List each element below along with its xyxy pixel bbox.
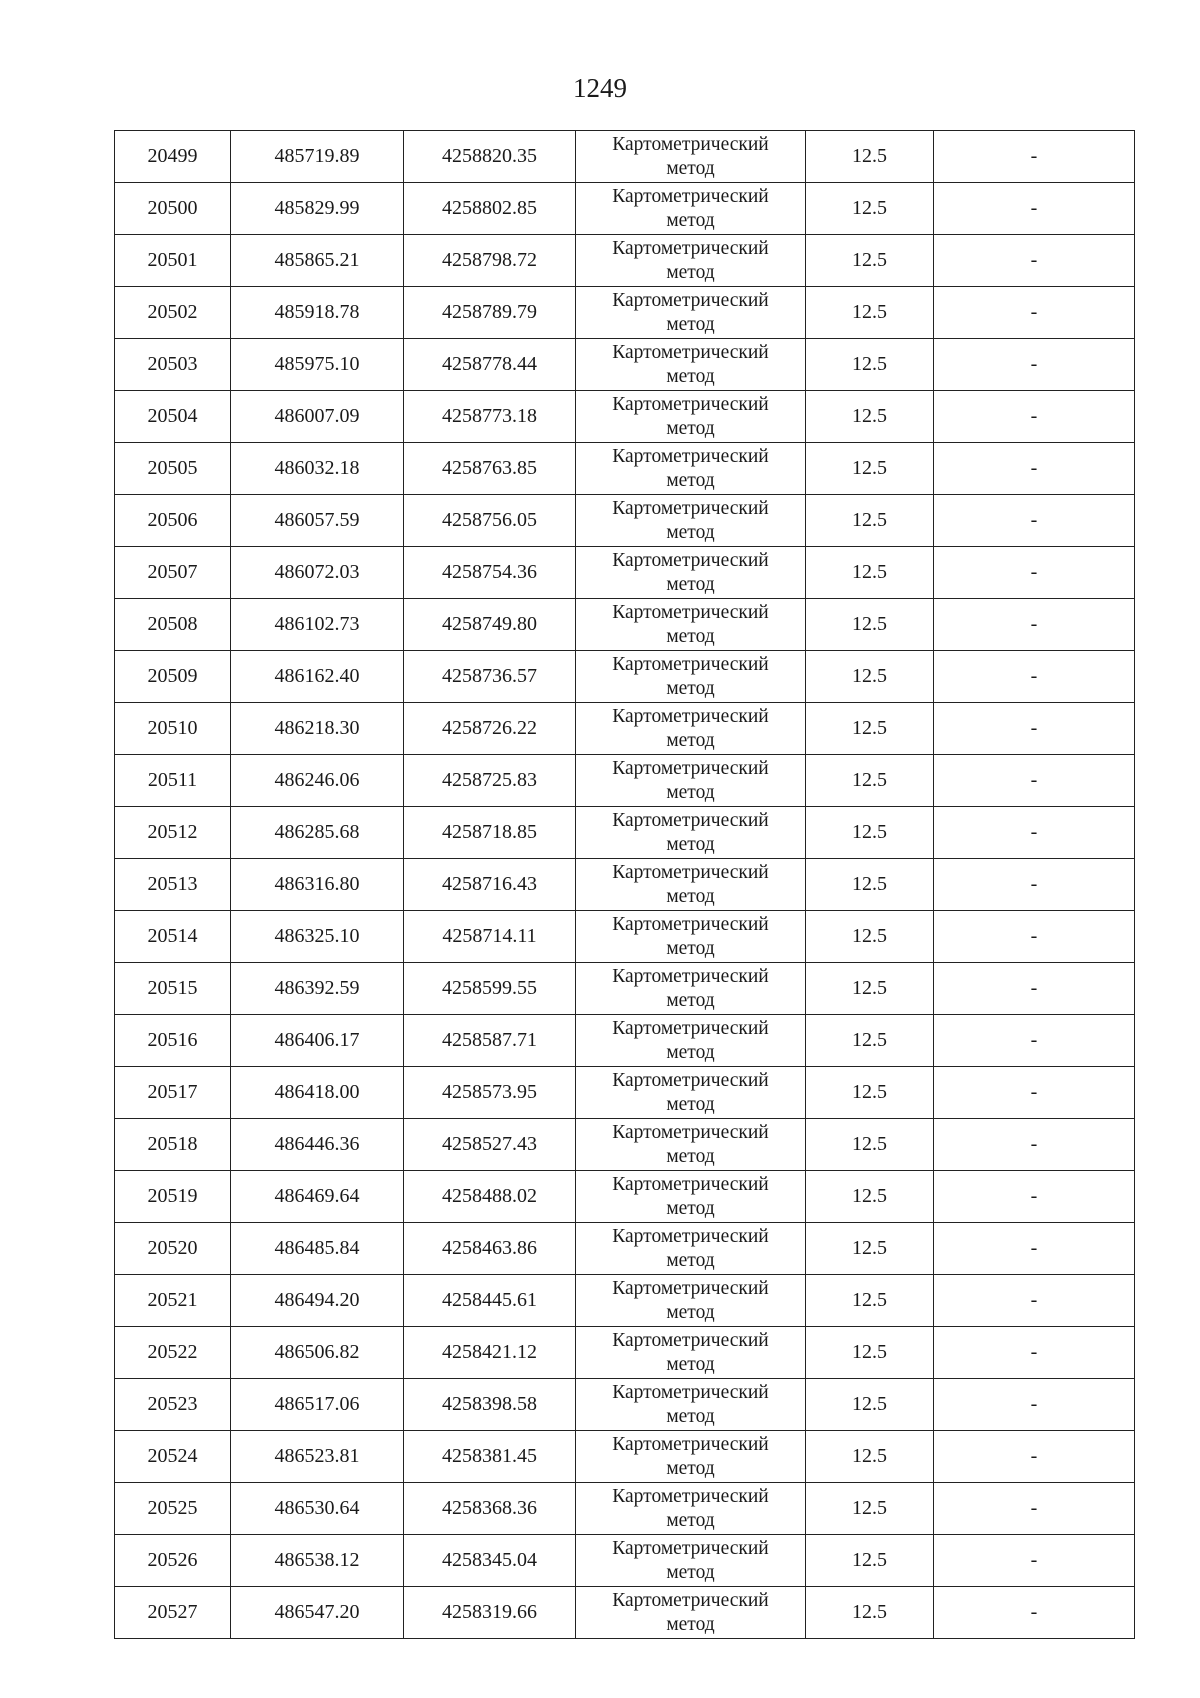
note-cell: -	[934, 391, 1135, 443]
y-coordinate-cell: 4258802.85	[404, 183, 576, 235]
method-line-1: Картометрический	[612, 1069, 769, 1091]
point-id-cell: 20522	[115, 1327, 231, 1379]
note-cell: -	[934, 339, 1135, 391]
table-row	[115, 1119, 1135, 1171]
method-line-2: метод	[666, 937, 715, 959]
note-cell: -	[934, 443, 1135, 495]
method-cell	[576, 1431, 806, 1483]
method-cell	[576, 911, 806, 963]
y-coordinate-cell: 4258573.95	[404, 1067, 576, 1119]
table-row	[115, 1171, 1135, 1223]
method-cell	[576, 1015, 806, 1067]
accuracy-cell: 12.5	[806, 807, 934, 859]
point-id-cell: 20503	[115, 339, 231, 391]
table-row	[115, 235, 1135, 287]
method-line-1: Картометрический	[612, 1381, 769, 1403]
x-coordinate-cell: 486446.36	[231, 1119, 404, 1171]
accuracy-cell: 12.5	[806, 963, 934, 1015]
point-id-cell: 20526	[115, 1535, 231, 1587]
x-coordinate-cell: 486102.73	[231, 599, 404, 651]
y-coordinate-cell: 4258714.11	[404, 911, 576, 963]
y-coordinate-cell: 4258725.83	[404, 755, 576, 807]
table-row	[115, 1535, 1135, 1587]
y-coordinate-cell: 4258488.02	[404, 1171, 576, 1223]
accuracy-cell: 12.5	[806, 755, 934, 807]
point-id-cell: 20511	[115, 755, 231, 807]
x-coordinate-cell: 486072.03	[231, 547, 404, 599]
note-cell: -	[934, 235, 1135, 287]
accuracy-cell: 12.5	[806, 339, 934, 391]
y-coordinate-cell: 4258398.58	[404, 1379, 576, 1431]
method-cell	[576, 703, 806, 755]
note-cell: -	[934, 1327, 1135, 1379]
method-cell	[576, 807, 806, 859]
x-coordinate-cell: 486530.64	[231, 1483, 404, 1535]
method-cell	[576, 1327, 806, 1379]
method-line-1: Картометрический	[612, 861, 769, 883]
method-line-2: метод	[666, 417, 715, 439]
method-cell	[576, 287, 806, 339]
method-line-1: Картометрический	[612, 341, 769, 363]
method-line-1: Картометрический	[612, 601, 769, 623]
point-id-cell: 20505	[115, 443, 231, 495]
table-row	[115, 391, 1135, 443]
method-line-2: метод	[666, 1353, 715, 1375]
table-row	[115, 1275, 1135, 1327]
method-cell	[576, 1223, 806, 1275]
method-line-2: метод	[666, 1509, 715, 1531]
note-cell: -	[934, 1223, 1135, 1275]
accuracy-cell: 12.5	[806, 1223, 934, 1275]
method-line-2: метод	[666, 833, 715, 855]
point-id-cell: 20502	[115, 287, 231, 339]
note-cell: -	[934, 651, 1135, 703]
method-line-2: метод	[666, 1093, 715, 1115]
table-row	[115, 651, 1135, 703]
method-cell	[576, 651, 806, 703]
method-line-1: Картометрический	[612, 1433, 769, 1455]
note-cell: -	[934, 1483, 1135, 1535]
method-cell	[576, 391, 806, 443]
method-line-2: метод	[666, 313, 715, 335]
point-id-cell: 20521	[115, 1275, 231, 1327]
y-coordinate-cell: 4258756.05	[404, 495, 576, 547]
method-line-1: Картометрический	[612, 237, 769, 259]
table-row	[115, 1015, 1135, 1067]
method-cell	[576, 1483, 806, 1535]
table-row	[115, 547, 1135, 599]
y-coordinate-cell: 4258599.55	[404, 963, 576, 1015]
accuracy-cell: 12.5	[806, 235, 934, 287]
method-line-1: Картометрический	[612, 133, 769, 155]
x-coordinate-cell: 486032.18	[231, 443, 404, 495]
method-cell	[576, 235, 806, 287]
method-cell	[576, 599, 806, 651]
y-coordinate-cell: 4258368.36	[404, 1483, 576, 1535]
method-line-2: метод	[666, 1561, 715, 1583]
method-line-2: метод	[666, 1145, 715, 1167]
table-body	[115, 131, 1135, 1639]
point-id-cell: 20510	[115, 703, 231, 755]
x-coordinate-cell: 486392.59	[231, 963, 404, 1015]
method-line-1: Картометрический	[612, 653, 769, 675]
method-cell	[576, 339, 806, 391]
table-row	[115, 859, 1135, 911]
accuracy-cell: 12.5	[806, 1171, 934, 1223]
accuracy-cell: 12.5	[806, 1483, 934, 1535]
accuracy-cell: 12.5	[806, 1015, 934, 1067]
y-coordinate-cell: 4258718.85	[404, 807, 576, 859]
method-line-2: метод	[666, 365, 715, 387]
method-line-2: метод	[666, 729, 715, 751]
table-row	[115, 1067, 1135, 1119]
method-line-2: метод	[666, 1405, 715, 1427]
accuracy-cell: 12.5	[806, 183, 934, 235]
note-cell: -	[934, 1379, 1135, 1431]
method-cell	[576, 1379, 806, 1431]
method-cell	[576, 131, 806, 183]
x-coordinate-cell: 485829.99	[231, 183, 404, 235]
table-row	[115, 131, 1135, 183]
accuracy-cell: 12.5	[806, 1431, 934, 1483]
x-coordinate-cell: 486494.20	[231, 1275, 404, 1327]
x-coordinate-cell: 486007.09	[231, 391, 404, 443]
y-coordinate-cell: 4258345.04	[404, 1535, 576, 1587]
method-line-2: метод	[666, 1457, 715, 1479]
accuracy-cell: 12.5	[806, 443, 934, 495]
accuracy-cell: 12.5	[806, 651, 934, 703]
point-id-cell: 20508	[115, 599, 231, 651]
x-coordinate-cell: 486285.68	[231, 807, 404, 859]
x-coordinate-cell: 486406.17	[231, 1015, 404, 1067]
note-cell: -	[934, 1275, 1135, 1327]
method-line-2: метод	[666, 781, 715, 803]
accuracy-cell: 12.5	[806, 391, 934, 443]
note-cell: -	[934, 1015, 1135, 1067]
method-line-1: Картометрический	[612, 705, 769, 727]
point-id-cell: 20513	[115, 859, 231, 911]
accuracy-cell: 12.5	[806, 1119, 934, 1171]
table-row	[115, 339, 1135, 391]
note-cell: -	[934, 703, 1135, 755]
point-id-cell: 20519	[115, 1171, 231, 1223]
point-id-cell: 20515	[115, 963, 231, 1015]
point-id-cell: 20512	[115, 807, 231, 859]
table-row	[115, 1431, 1135, 1483]
note-cell: -	[934, 1587, 1135, 1639]
y-coordinate-cell: 4258587.71	[404, 1015, 576, 1067]
x-coordinate-cell: 486538.12	[231, 1535, 404, 1587]
y-coordinate-cell: 4258527.43	[404, 1119, 576, 1171]
accuracy-cell: 12.5	[806, 1327, 934, 1379]
table-row	[115, 183, 1135, 235]
y-coordinate-cell: 4258778.44	[404, 339, 576, 391]
y-coordinate-cell: 4258445.61	[404, 1275, 576, 1327]
y-coordinate-cell: 4258789.79	[404, 287, 576, 339]
method-line-1: Картометрический	[612, 1017, 769, 1039]
method-line-1: Картометрический	[612, 1173, 769, 1195]
x-coordinate-cell: 485918.78	[231, 287, 404, 339]
point-id-cell: 20520	[115, 1223, 231, 1275]
x-coordinate-cell: 485865.21	[231, 235, 404, 287]
note-cell: -	[934, 183, 1135, 235]
method-cell	[576, 1535, 806, 1587]
method-line-1: Картометрический	[612, 1277, 769, 1299]
y-coordinate-cell: 4258820.35	[404, 131, 576, 183]
x-coordinate-cell: 486523.81	[231, 1431, 404, 1483]
y-coordinate-cell: 4258736.57	[404, 651, 576, 703]
method-line-2: метод	[666, 261, 715, 283]
x-coordinate-cell: 486547.20	[231, 1587, 404, 1639]
method-line-2: метод	[666, 989, 715, 1011]
accuracy-cell: 12.5	[806, 287, 934, 339]
point-id-cell: 20524	[115, 1431, 231, 1483]
method-cell	[576, 963, 806, 1015]
point-id-cell: 20499	[115, 131, 231, 183]
table-row	[115, 1327, 1135, 1379]
note-cell: -	[934, 287, 1135, 339]
table-row	[115, 755, 1135, 807]
method-line-1: Картометрический	[612, 393, 769, 415]
y-coordinate-cell: 4258749.80	[404, 599, 576, 651]
note-cell: -	[934, 755, 1135, 807]
x-coordinate-cell: 486316.80	[231, 859, 404, 911]
method-cell	[576, 183, 806, 235]
page-number: 1249	[573, 73, 627, 103]
method-cell	[576, 1119, 806, 1171]
accuracy-cell: 12.5	[806, 599, 934, 651]
table-row	[115, 1379, 1135, 1431]
x-coordinate-cell: 486162.40	[231, 651, 404, 703]
method-cell	[576, 1587, 806, 1639]
method-line-2: метод	[666, 1613, 715, 1635]
table-row	[115, 599, 1135, 651]
note-cell: -	[934, 1067, 1135, 1119]
accuracy-cell: 12.5	[806, 859, 934, 911]
point-id-cell: 20509	[115, 651, 231, 703]
accuracy-cell: 12.5	[806, 1535, 934, 1587]
accuracy-cell: 12.5	[806, 1067, 934, 1119]
point-id-cell: 20523	[115, 1379, 231, 1431]
method-line-1: Картометрический	[612, 1225, 769, 1247]
point-id-cell: 20527	[115, 1587, 231, 1639]
note-cell: -	[934, 547, 1135, 599]
method-line-2: метод	[666, 209, 715, 231]
note-cell: -	[934, 911, 1135, 963]
note-cell: -	[934, 1119, 1135, 1171]
accuracy-cell: 12.5	[806, 131, 934, 183]
method-cell	[576, 495, 806, 547]
table-row	[115, 1587, 1135, 1639]
point-id-cell: 20507	[115, 547, 231, 599]
y-coordinate-cell: 4258319.66	[404, 1587, 576, 1639]
table-row	[115, 963, 1135, 1015]
y-coordinate-cell: 4258726.22	[404, 703, 576, 755]
accuracy-cell: 12.5	[806, 1275, 934, 1327]
method-line-1: Картометрический	[612, 1329, 769, 1351]
x-coordinate-cell: 486469.64	[231, 1171, 404, 1223]
method-line-1: Картометрический	[612, 289, 769, 311]
point-id-cell: 20518	[115, 1119, 231, 1171]
method-line-1: Картометрический	[612, 913, 769, 935]
table-row	[115, 1223, 1135, 1275]
note-cell: -	[934, 1431, 1135, 1483]
table-row	[115, 495, 1135, 547]
method-line-2: метод	[666, 157, 715, 179]
y-coordinate-cell: 4258421.12	[404, 1327, 576, 1379]
y-coordinate-cell: 4258381.45	[404, 1431, 576, 1483]
table-row	[115, 287, 1135, 339]
point-id-cell: 20504	[115, 391, 231, 443]
method-cell	[576, 755, 806, 807]
method-line-2: метод	[666, 521, 715, 543]
accuracy-cell: 12.5	[806, 1587, 934, 1639]
note-cell: -	[934, 859, 1135, 911]
method-cell	[576, 1171, 806, 1223]
note-cell: -	[934, 131, 1135, 183]
method-line-2: метод	[666, 1041, 715, 1063]
accuracy-cell: 12.5	[806, 495, 934, 547]
method-line-2: метод	[666, 573, 715, 595]
x-coordinate-cell: 486057.59	[231, 495, 404, 547]
y-coordinate-cell: 4258463.86	[404, 1223, 576, 1275]
method-line-2: метод	[666, 677, 715, 699]
x-coordinate-cell: 486246.06	[231, 755, 404, 807]
method-cell	[576, 859, 806, 911]
y-coordinate-cell: 4258773.18	[404, 391, 576, 443]
table-row	[115, 703, 1135, 755]
method-line-1: Картометрический	[612, 1589, 769, 1611]
accuracy-cell: 12.5	[806, 911, 934, 963]
y-coordinate-cell: 4258763.85	[404, 443, 576, 495]
method-line-1: Картометрический	[612, 549, 769, 571]
point-id-cell: 20525	[115, 1483, 231, 1535]
accuracy-cell: 12.5	[806, 547, 934, 599]
point-id-cell: 20501	[115, 235, 231, 287]
note-cell: -	[934, 1535, 1135, 1587]
method-cell	[576, 547, 806, 599]
method-line-1: Картометрический	[612, 1121, 769, 1143]
point-id-cell: 20506	[115, 495, 231, 547]
point-id-cell: 20516	[115, 1015, 231, 1067]
method-line-2: метод	[666, 469, 715, 491]
y-coordinate-cell: 4258798.72	[404, 235, 576, 287]
table-row	[115, 1483, 1135, 1535]
method-line-1: Картометрический	[612, 1537, 769, 1559]
note-cell: -	[934, 963, 1135, 1015]
table-row	[115, 807, 1135, 859]
x-coordinate-cell: 486325.10	[231, 911, 404, 963]
x-coordinate-cell: 486517.06	[231, 1379, 404, 1431]
point-id-cell: 20514	[115, 911, 231, 963]
method-line-1: Картометрический	[612, 757, 769, 779]
table-row	[115, 443, 1135, 495]
method-cell	[576, 443, 806, 495]
method-cell	[576, 1275, 806, 1327]
note-cell: -	[934, 807, 1135, 859]
x-coordinate-cell: 486218.30	[231, 703, 404, 755]
table-row	[115, 911, 1135, 963]
method-line-1: Картометрический	[612, 185, 769, 207]
method-line-2: метод	[666, 625, 715, 647]
note-cell: -	[934, 599, 1135, 651]
x-coordinate-cell: 485975.10	[231, 339, 404, 391]
method-line-1: Картометрический	[612, 497, 769, 519]
method-line-1: Картометрический	[612, 809, 769, 831]
method-line-1: Картометрический	[612, 965, 769, 987]
y-coordinate-cell: 4258754.36	[404, 547, 576, 599]
method-line-2: метод	[666, 1197, 715, 1219]
y-coordinate-cell: 4258716.43	[404, 859, 576, 911]
method-line-2: метод	[666, 1249, 715, 1271]
x-coordinate-cell: 485719.89	[231, 131, 404, 183]
note-cell: -	[934, 495, 1135, 547]
point-id-cell: 20500	[115, 183, 231, 235]
x-coordinate-cell: 486485.84	[231, 1223, 404, 1275]
method-line-1: Картометрический	[612, 1485, 769, 1507]
point-id-cell: 20517	[115, 1067, 231, 1119]
accuracy-cell: 12.5	[806, 1379, 934, 1431]
x-coordinate-cell: 486418.00	[231, 1067, 404, 1119]
method-line-1: Картометрический	[612, 445, 769, 467]
accuracy-cell: 12.5	[806, 703, 934, 755]
method-line-2: метод	[666, 885, 715, 907]
method-cell	[576, 1067, 806, 1119]
note-cell: -	[934, 1171, 1135, 1223]
coordinates-table	[114, 130, 1135, 1639]
x-coordinate-cell: 486506.82	[231, 1327, 404, 1379]
method-line-2: метод	[666, 1301, 715, 1323]
